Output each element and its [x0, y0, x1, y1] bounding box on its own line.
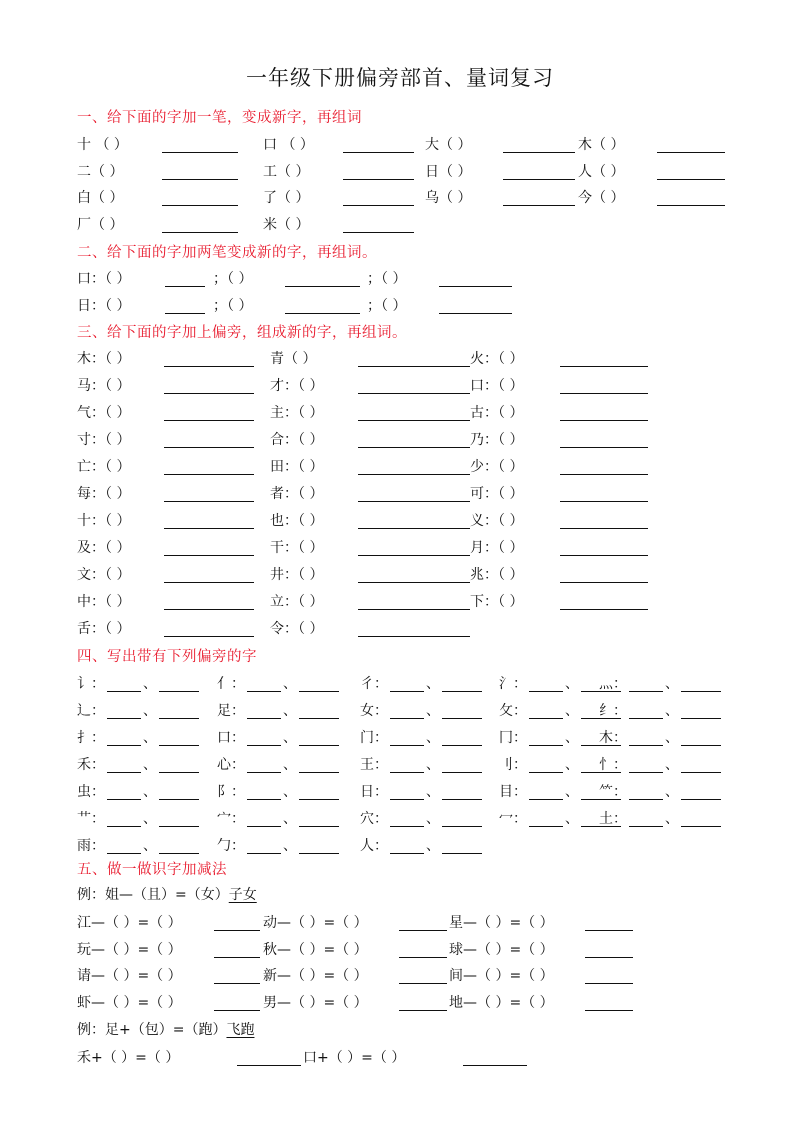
s3-answer-blank[interactable] — [358, 447, 470, 448]
s5-item-label: 玩—（ ）=（ ） — [77, 942, 182, 958]
s4-answer-blank[interactable] — [247, 772, 281, 773]
s3-answer-blank[interactable] — [164, 447, 254, 448]
s3-item-label: 者：（ ） — [270, 486, 324, 502]
s3-item-label: 立：（ ） — [270, 594, 324, 610]
s3-item-label: 十：（ ） — [77, 513, 131, 529]
s3-row — [77, 457, 727, 479]
s4-answer-blank[interactable] — [629, 691, 663, 692]
s4-radical-label: 忄： — [599, 757, 627, 773]
s4-answer-blank[interactable] — [159, 718, 199, 719]
s3-row — [77, 538, 727, 560]
s4-answer-blank[interactable] — [529, 799, 563, 800]
s4-answer-blank[interactable] — [159, 745, 199, 746]
s5-answer-blank[interactable] — [399, 1010, 447, 1011]
s4-row — [77, 755, 727, 777]
s3-row — [77, 619, 727, 641]
s3-row — [77, 349, 727, 371]
s4-separator: 、 — [143, 811, 157, 827]
s3-answer-blank[interactable] — [560, 420, 648, 421]
s1-answer-blank[interactable] — [162, 232, 238, 233]
s4-row — [77, 836, 727, 858]
s3-answer-blank[interactable] — [358, 636, 470, 637]
s3-item-label: 可：（ ） — [470, 486, 524, 502]
s2-answer-blank[interactable] — [285, 286, 360, 287]
s3-item-label: 才：（ ） — [270, 378, 324, 394]
s4-answer-blank[interactable] — [159, 772, 199, 773]
s5-item-label: 动—（ ）=（ ） — [263, 915, 368, 931]
s3-item-label: 干：（ ） — [270, 540, 324, 556]
s3-item-label: 乃：（ ） — [470, 432, 524, 448]
s4-answer-blank[interactable] — [529, 826, 563, 827]
s5-answer-blank[interactable] — [214, 957, 260, 958]
s5-answer-blank[interactable] — [237, 1065, 301, 1066]
s4-radical-label: 冂： — [499, 730, 527, 746]
s5-item-label: 地—（ ）=（ ） — [449, 995, 554, 1011]
s4-answer-blank[interactable] — [681, 718, 721, 719]
s5-answer-blank[interactable] — [214, 930, 260, 931]
s4-answer-blank[interactable] — [159, 691, 199, 692]
s4-radical-label: 虫： — [77, 784, 105, 800]
s4-answer-blank[interactable] — [442, 691, 482, 692]
s4-radical-label: 雨： — [77, 838, 105, 854]
s4-radical-label: 人： — [360, 838, 388, 854]
s2-row — [77, 296, 727, 318]
s5-item-label: 禾+（ ）=（ ） — [77, 1050, 180, 1066]
s2-item-label: ；（ ） — [367, 271, 407, 287]
s4-answer-blank[interactable] — [529, 745, 563, 746]
s4-separator: 、 — [565, 703, 579, 719]
s2-item-label: 口：（ ） — [77, 271, 131, 287]
s4-radical-label: 门： — [360, 730, 388, 746]
s1-answer-blank[interactable] — [503, 205, 575, 206]
s1-item-label: 米（ ） — [263, 217, 310, 233]
s4-separator: 、 — [283, 838, 297, 854]
s4-separator: 、 — [283, 811, 297, 827]
s4-answer-blank[interactable] — [681, 745, 721, 746]
s4-answer-blank[interactable] — [681, 772, 721, 773]
s5-item-label: 星—（ ）=（ ） — [449, 915, 554, 931]
s4-row — [77, 809, 727, 831]
s3-item-label: 田：（ ） — [270, 459, 324, 475]
s5-answer-blank[interactable] — [399, 983, 447, 984]
s3-item-label: 文：（ ） — [77, 567, 131, 583]
s4-answer-blank[interactable] — [390, 691, 424, 692]
s4-separator: 、 — [283, 703, 297, 719]
example-1-answer: 子女 — [228, 887, 257, 903]
s3-answer-blank[interactable] — [164, 474, 254, 475]
s4-separator: 、 — [283, 730, 297, 746]
s5-answer-blank[interactable] — [214, 1010, 260, 1011]
s4-radical-label: 讠： — [77, 676, 105, 692]
s4-answer-blank[interactable] — [390, 718, 424, 719]
s4-separator: 、 — [565, 811, 579, 827]
s3-answer-blank[interactable] — [358, 582, 470, 583]
s4-radical-label: 禾： — [77, 757, 105, 773]
s1-answer-blank[interactable] — [343, 152, 414, 153]
s3-row — [77, 376, 727, 398]
s3-item-label: 下：（ ） — [470, 594, 524, 610]
s4-separator: 、 — [143, 757, 157, 773]
s5-item-label: 球—（ ）=（ ） — [449, 942, 554, 958]
s4-separator: 、 — [143, 676, 157, 692]
s3-item-label: 古：（ ） — [470, 405, 524, 421]
s4-radical-label: 心： — [217, 757, 245, 773]
s4-radical-label: 勹： — [217, 838, 245, 854]
s3-answer-blank[interactable] — [358, 474, 470, 475]
s3-item-label: 也：（ ） — [270, 513, 324, 529]
s1-answer-blank[interactable] — [162, 152, 238, 153]
section-3-heading: 三、给下面的字加上偏旁，组成新的字，再组词。 — [77, 325, 407, 341]
s4-answer-blank[interactable] — [442, 718, 482, 719]
s3-item-label: 每：（ ） — [77, 486, 131, 502]
example-2-answer: 飞跑 — [226, 1022, 255, 1038]
s3-row — [77, 430, 727, 452]
s4-separator: 、 — [426, 838, 440, 854]
s2-item-label: ；（ ） — [213, 271, 253, 287]
s3-item-label: 气：（ ） — [77, 405, 131, 421]
s1-item-label: 木（ ） — [578, 137, 625, 153]
s5-answer-blank[interactable] — [585, 1010, 633, 1011]
section-1-heading: 一、给下面的字加一笔，变成新字，再组词 — [77, 110, 362, 126]
s3-answer-blank[interactable] — [164, 555, 254, 556]
s4-answer-blank[interactable] — [107, 745, 141, 746]
s4-answer-blank[interactable] — [529, 772, 563, 773]
s3-answer-blank[interactable] — [560, 366, 648, 367]
s4-answer-blank[interactable] — [442, 826, 482, 827]
s4-separator: 、 — [665, 703, 679, 719]
s3-row — [77, 484, 727, 506]
s1-item-label: 白（ ） — [77, 190, 124, 206]
s5-answer-blank[interactable] — [399, 957, 447, 958]
s3-answer-blank[interactable] — [358, 366, 470, 367]
section-5-heading: 五、做一做识字加减法 — [77, 862, 227, 878]
s3-item-label: 火：（ ） — [470, 351, 524, 367]
s4-answer-blank[interactable] — [390, 826, 424, 827]
s1-row — [77, 162, 727, 184]
s5-answer-blank[interactable] — [585, 930, 633, 931]
s5-answer-blank[interactable] — [585, 983, 633, 984]
s4-radical-label: 宀： — [217, 811, 245, 827]
s5-item-label: 男—（ ）=（ ） — [263, 995, 368, 1011]
s4-answer-blank[interactable] — [107, 826, 141, 827]
s4-answer-blank[interactable] — [247, 718, 281, 719]
s4-answer-blank[interactable] — [629, 772, 663, 773]
s4-answer-blank[interactable] — [629, 745, 663, 746]
s4-separator: 、 — [143, 730, 157, 746]
s4-answer-blank[interactable] — [442, 772, 482, 773]
s4-answer-blank[interactable] — [390, 853, 424, 854]
s5-answer-blank[interactable] — [585, 957, 633, 958]
s4-separator: 、 — [565, 676, 579, 692]
s4-radical-label: 王： — [360, 757, 388, 773]
s3-answer-blank[interactable] — [560, 528, 648, 529]
s3-answer-blank[interactable] — [560, 582, 648, 583]
s1-row — [77, 188, 727, 210]
s3-answer-blank[interactable] — [358, 393, 470, 394]
s4-radical-label: 木： — [599, 730, 627, 746]
s3-item-label: 井：（ ） — [270, 567, 324, 583]
s4-answer-blank[interactable] — [299, 799, 339, 800]
s4-separator: 、 — [143, 838, 157, 854]
s5-answer-blank[interactable] — [214, 983, 260, 984]
s3-item-label: 舌：（ ） — [77, 621, 131, 637]
s3-item-label: 及：（ ） — [77, 540, 131, 556]
s4-separator: 、 — [665, 676, 679, 692]
s4-answer-blank[interactable] — [247, 826, 281, 827]
section-2-heading: 二、给下面的字加两笔变成新的字，再组词。 — [77, 245, 377, 261]
s4-radical-label: 艹： — [77, 811, 105, 827]
s4-separator: 、 — [665, 757, 679, 773]
s3-answer-blank[interactable] — [560, 474, 648, 475]
s4-answer-blank[interactable] — [107, 718, 141, 719]
s4-answer-blank[interactable] — [390, 745, 424, 746]
s4-row — [77, 728, 727, 750]
s4-answer-blank[interactable] — [299, 691, 339, 692]
s4-row — [77, 701, 727, 723]
s4-radical-label: 目： — [499, 784, 527, 800]
s3-item-label: 兆：（ ） — [470, 567, 524, 583]
s5-item-label: 请—（ ）=（ ） — [77, 968, 182, 984]
s3-item-label: 令：（ ） — [270, 621, 324, 637]
s4-answer-blank[interactable] — [299, 745, 339, 746]
s4-radical-label: 土： — [599, 811, 627, 827]
s4-radical-label: 口： — [217, 730, 245, 746]
s3-row — [77, 592, 727, 614]
s4-separator: 、 — [426, 784, 440, 800]
s4-radical-label: 冖： — [499, 811, 527, 827]
s2-answer-blank[interactable] — [165, 286, 205, 287]
s3-answer-blank[interactable] — [358, 501, 470, 502]
s4-answer-blank[interactable] — [247, 691, 281, 692]
s1-item-label: 二（ ） — [77, 164, 124, 180]
s4-radical-label: 穴： — [360, 811, 388, 827]
s3-answer-blank[interactable] — [164, 366, 254, 367]
s1-answer-blank[interactable] — [503, 179, 575, 180]
s4-radical-label: 刂： — [499, 757, 527, 773]
s4-answer-blank[interactable] — [681, 799, 721, 800]
s1-answer-blank[interactable] — [657, 152, 725, 153]
s4-answer-blank[interactable] — [629, 718, 663, 719]
s3-answer-blank[interactable] — [560, 501, 648, 502]
s4-radical-label: ⺮： — [599, 784, 627, 800]
s4-radical-label: 纟： — [599, 703, 627, 719]
s3-item-label: 木：（ ） — [77, 351, 131, 367]
s4-answer-blank[interactable] — [159, 853, 199, 854]
s3-item-label: 口：（ ） — [470, 378, 524, 394]
s4-answer-blank[interactable] — [299, 826, 339, 827]
s1-answer-blank[interactable] — [657, 205, 725, 206]
s4-answer-blank[interactable] — [681, 826, 721, 827]
s4-answer-blank[interactable] — [299, 772, 339, 773]
s3-item-label: 少：（ ） — [470, 459, 524, 475]
s4-answer-blank[interactable] — [390, 772, 424, 773]
s2-answer-blank[interactable] — [285, 313, 360, 314]
s4-separator: 、 — [426, 703, 440, 719]
s3-answer-blank[interactable] — [164, 528, 254, 529]
s2-answer-blank[interactable] — [165, 313, 205, 314]
s4-answer-blank[interactable] — [681, 691, 721, 692]
s4-answer-blank[interactable] — [159, 799, 199, 800]
s4-answer-blank[interactable] — [629, 826, 663, 827]
s3-answer-blank[interactable] — [560, 609, 648, 610]
s4-answer-blank[interactable] — [107, 799, 141, 800]
s1-answer-blank[interactable] — [343, 205, 414, 206]
s4-answer-blank[interactable] — [442, 745, 482, 746]
s3-answer-blank[interactable] — [164, 582, 254, 583]
s1-item-label: 乌（ ） — [425, 190, 472, 206]
s4-separator: 、 — [426, 811, 440, 827]
s3-answer-blank[interactable] — [358, 555, 470, 556]
s4-answer-blank[interactable] — [247, 745, 281, 746]
s1-answer-blank[interactable] — [343, 232, 414, 233]
s4-radical-label: 亻： — [217, 676, 245, 692]
s1-item-label: 工（ ） — [263, 164, 310, 180]
s1-answer-blank[interactable] — [162, 179, 238, 180]
s4-separator: 、 — [143, 703, 157, 719]
s4-answer-blank[interactable] — [529, 691, 563, 692]
s1-answer-blank[interactable] — [343, 179, 414, 180]
s3-answer-blank[interactable] — [164, 609, 254, 610]
s3-item-label: 亡：（ ） — [77, 459, 131, 475]
s5-answer-blank[interactable] — [463, 1065, 527, 1066]
s5-row — [77, 940, 727, 962]
s4-answer-blank[interactable] — [442, 799, 482, 800]
s4-separator: 、 — [665, 784, 679, 800]
section-4-heading: 四、写出带有下列偏旁的字 — [77, 649, 257, 665]
s4-answer-blank[interactable] — [299, 853, 339, 854]
s4-separator: 、 — [283, 676, 297, 692]
s1-item-label: 人（ ） — [578, 164, 625, 180]
s4-radical-label: 攵： — [499, 703, 527, 719]
s5-item-label: 虾—（ ）=（ ） — [77, 995, 182, 1011]
s4-answer-blank[interactable] — [107, 772, 141, 773]
example-2 — [77, 1020, 254, 1040]
s1-answer-blank[interactable] — [657, 179, 725, 180]
s3-item-label: 月：（ ） — [470, 540, 524, 556]
s3-answer-blank[interactable] — [560, 555, 648, 556]
s4-answer-blank[interactable] — [247, 853, 281, 854]
s4-radical-label: 氵： — [499, 676, 527, 692]
example-1-prefix: 例：姐—（且）=（女） — [77, 887, 229, 903]
s3-answer-blank[interactable] — [164, 636, 254, 637]
s4-answer-blank[interactable] — [442, 853, 482, 854]
s1-item-label: 日（ ） — [425, 164, 472, 180]
s5-item-label: 口+（ ）=（ ） — [303, 1050, 406, 1066]
s1-row — [77, 215, 727, 237]
s1-answer-blank[interactable] — [503, 152, 575, 153]
s5-last-row — [77, 1048, 727, 1070]
s5-row — [77, 913, 727, 935]
s4-radical-label: 日： — [360, 784, 388, 800]
s3-item-label: 主：（ ） — [270, 405, 324, 421]
s3-item-label: 合：（ ） — [270, 432, 324, 448]
s1-item-label: 今（ ） — [578, 190, 625, 206]
s3-answer-blank[interactable] — [560, 447, 648, 448]
s3-item-label: 马：（ ） — [77, 378, 131, 394]
s3-item-label: 青（ ） — [270, 351, 317, 367]
s4-separator: 、 — [565, 730, 579, 746]
s2-answer-blank[interactable] — [439, 313, 512, 314]
s4-separator: 、 — [565, 784, 579, 800]
s5-row — [77, 966, 727, 988]
s3-item-label: 义：（ ） — [470, 513, 524, 529]
s4-separator: 、 — [426, 730, 440, 746]
s4-separator: 、 — [283, 784, 297, 800]
s1-item-label: 厂（ ） — [77, 217, 124, 233]
s4-radical-label: 灬： — [599, 676, 627, 692]
s3-answer-blank[interactable] — [164, 420, 254, 421]
s4-row — [77, 674, 727, 696]
s4-separator: 、 — [283, 757, 297, 773]
s1-item-label: 口 （ ） — [263, 137, 314, 153]
s3-answer-blank[interactable] — [164, 501, 254, 502]
s3-item-label: 中：（ ） — [77, 594, 131, 610]
s4-separator: 、 — [426, 757, 440, 773]
s2-item-label: ；（ ） — [213, 298, 253, 314]
s5-item-label: 江—（ ）=（ ） — [77, 915, 182, 931]
s3-item-label: 寸：（ ） — [77, 432, 131, 448]
s4-separator: 、 — [143, 784, 157, 800]
s2-answer-blank[interactable] — [439, 286, 512, 287]
s4-answer-blank[interactable] — [107, 691, 141, 692]
s1-item-label: 了（ ） — [263, 190, 310, 206]
s4-separator: 、 — [665, 811, 679, 827]
s4-answer-blank[interactable] — [107, 853, 141, 854]
s4-separator: 、 — [665, 730, 679, 746]
s4-radical-label: 辶： — [77, 703, 105, 719]
s4-radical-label: 扌： — [77, 730, 105, 746]
s5-answer-blank[interactable] — [399, 930, 447, 931]
example-1 — [77, 885, 257, 905]
s4-separator: 、 — [565, 757, 579, 773]
page-title: 一年级下册偏旁部首、量词复习 — [246, 66, 554, 90]
s5-item-label: 秋—（ ）=（ ） — [263, 942, 368, 958]
s5-item-label: 间—（ ）=（ ） — [449, 968, 554, 984]
s4-radical-label: 足： — [217, 703, 245, 719]
s1-answer-blank[interactable] — [162, 205, 238, 206]
s1-item-label: 十 （ ） — [77, 137, 128, 153]
s4-radical-label: 女： — [360, 703, 388, 719]
s4-row — [77, 782, 727, 804]
s4-answer-blank[interactable] — [629, 799, 663, 800]
s4-answer-blank[interactable] — [159, 826, 199, 827]
s4-answer-blank[interactable] — [529, 718, 563, 719]
s1-item-label: 大（ ） — [425, 137, 472, 153]
s3-answer-blank[interactable] — [358, 528, 470, 529]
s5-row — [77, 993, 727, 1015]
s3-answer-blank[interactable] — [560, 393, 648, 394]
s1-row — [77, 135, 727, 157]
s4-separator: 、 — [426, 676, 440, 692]
s3-row — [77, 403, 727, 425]
s2-item-label: 日：（ ） — [77, 298, 131, 314]
s3-answer-blank[interactable] — [164, 393, 254, 394]
s5-item-label: 新—（ ）=（ ） — [263, 968, 368, 984]
example-2-prefix: 例：足+（包）=（跑） — [77, 1022, 227, 1038]
s3-row — [77, 511, 727, 533]
s3-answer-blank[interactable] — [358, 420, 470, 421]
s4-answer-blank[interactable] — [390, 799, 424, 800]
s3-answer-blank[interactable] — [358, 609, 470, 610]
s4-answer-blank[interactable] — [299, 718, 339, 719]
s4-radical-label: 彳： — [360, 676, 388, 692]
s2-item-label: ；（ ） — [367, 298, 407, 314]
s4-radical-label: 阝： — [217, 784, 245, 800]
s2-row — [77, 269, 727, 291]
s3-row — [77, 565, 727, 587]
s4-answer-blank[interactable] — [247, 799, 281, 800]
